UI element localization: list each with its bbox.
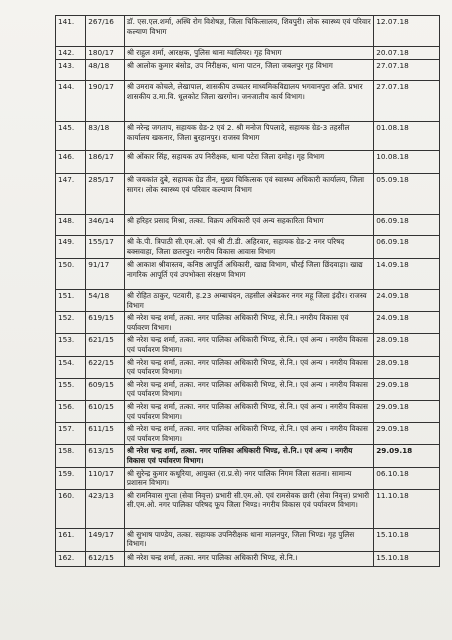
case-description-cell: श्री नरेश चन्द्र शर्मा, तत्का. नगर पालिका अधिकारी भिण्ड, से.नि.। नगरीय विकास एवं पर्यावरण विभाग।: [124, 312, 373, 334]
decision-date-cell: 06.09.18: [374, 215, 440, 236]
case-description-cell: श्री नरेश चन्द्र शर्मा, तत्का. नगर पालिका अधिकारी भिण्ड, से.नि.। एवं अन्य । नगरीय विकास एवं पर्यावरण विभाग।: [124, 356, 373, 378]
table-row: [56, 312, 440, 334]
serial-number-cell: 142.: [56, 47, 86, 60]
table-row: [56, 259, 440, 290]
table-row: [56, 356, 440, 378]
serial-number-cell: 144.: [56, 81, 86, 122]
case-reference-cell: 613/15: [86, 445, 125, 467]
case-reference-cell: 285/17: [86, 174, 125, 215]
case-reference-cell: 186/17: [86, 151, 125, 174]
case-reference-cell: 423/13: [86, 489, 125, 528]
case-reference-cell: 619/15: [86, 312, 125, 334]
case-description-cell: श्री नरेश चन्द्र शर्मा, तत्का. नगर पालिका अधिकारी भिण्ड, से.नि.।: [124, 551, 373, 566]
decision-date-cell: 11.10.18: [374, 489, 440, 528]
table-row: [56, 122, 440, 151]
serial-number-cell: 151.: [56, 290, 86, 312]
table-row: [56, 445, 440, 467]
case-description-cell: श्री राहुल शर्मा, आरक्षक, पुलिस थाना ग्वालियर। गृह विभाग: [124, 47, 373, 60]
case-reference-cell: 54/18: [86, 290, 125, 312]
decision-date-cell: 01.08.18: [374, 122, 440, 151]
case-description-cell: डॉ. एस.एल.शर्मा, अस्थि रोग विशेषज्ञ, जिला चिकित्सालय, शिवपुरी। लोक स्वास्थ्य एवं परिवार कल्याण विभाग: [124, 16, 373, 47]
serial-number-cell: 141.: [56, 16, 86, 47]
case-description-cell: श्री नरेश चन्द्र शर्मा, तत्का. नगर पालिका अधिकारी भिण्ड, से.नि.। एवं अन्य । नगरीय विकास एवं पर्यावरण विभाग।: [124, 445, 373, 467]
serial-number-cell: 157.: [56, 423, 86, 445]
table-row: [56, 47, 440, 60]
table-row: [56, 151, 440, 174]
case-reference-cell: 83/18: [86, 122, 125, 151]
table-row: [56, 551, 440, 566]
serial-number-cell: 145.: [56, 122, 86, 151]
case-register-table: [55, 15, 440, 567]
decision-date-cell: 29.09.18: [374, 423, 440, 445]
decision-date-cell: 12.07.18: [374, 16, 440, 47]
case-description-cell: श्री नरेश चन्द्र शर्मा, तत्का. नगर पालिका अधिकारी भिण्ड, से.नि.। एवं अन्य । नगरीय विकास एवं पर्यावरण विभाग।: [124, 378, 373, 400]
serial-number-cell: 154.: [56, 356, 86, 378]
table-row: [56, 290, 440, 312]
case-reference-cell: 611/15: [86, 423, 125, 445]
case-reference-cell: 91/17: [86, 259, 125, 290]
decision-date-cell: 05.09.18: [374, 174, 440, 215]
serial-number-cell: 158.: [56, 445, 86, 467]
serial-number-cell: 148.: [56, 215, 86, 236]
decision-date-cell: 29.09.18: [374, 400, 440, 422]
decision-date-cell: 28.09.18: [374, 356, 440, 378]
serial-number-cell: 153.: [56, 334, 86, 356]
decision-date-cell: 10.08.18: [374, 151, 440, 174]
table-row: [56, 60, 440, 81]
table-row: [56, 81, 440, 122]
decision-date-cell: 15.10.18: [374, 528, 440, 551]
case-reference-cell: 621/15: [86, 334, 125, 356]
decision-date-cell: 20.07.18: [374, 47, 440, 60]
serial-number-cell: 149.: [56, 236, 86, 259]
table-row: [56, 16, 440, 47]
decision-date-cell: 29.09.18: [374, 378, 440, 400]
decision-date-cell: 24.09.18: [374, 312, 440, 334]
case-reference-cell: 612/15: [86, 551, 125, 566]
case-reference-cell: 346/14: [86, 215, 125, 236]
serial-number-cell: 147.: [56, 174, 86, 215]
case-reference-cell: 267/16: [86, 16, 125, 47]
serial-number-cell: 150.: [56, 259, 86, 290]
table-row: [56, 174, 440, 215]
case-description-cell: श्री रोहित ठाकुर, पटवारी, ह.23 अम्बाचंदन, तहसील अंबेडकर नगर महू जिला इंदौर। राजस्व विभाग: [124, 290, 373, 312]
table-row: [56, 528, 440, 551]
serial-number-cell: 162.: [56, 551, 86, 566]
case-description-cell: श्री के.पी. त्रिपाठी सी.एम.ओ. एवं श्री टी.डी. अहिरवार, सहायक ग्रेड-2 नगर परिषद बक्सवाहा, जिला छतरपुर। नगरीय विकास आवास विभाग: [124, 236, 373, 259]
decision-date-cell: 24.09.18: [374, 290, 440, 312]
case-description-cell: श्री सुभाष पाण्डेय, तत्का. सहायक उपनिरीक्षक थाना मालनपुर, जिला भिण्ड। गृह पुलिस विभाग।: [124, 528, 373, 551]
decision-date-cell: 06.09.18: [374, 236, 440, 259]
case-description-cell: श्री आलोक कुमार बंसोड, उप निरीक्षक, थाना पाटन, जिला जबलपुर गृह विभाग: [124, 60, 373, 81]
decision-date-cell: 06.10.18: [374, 467, 440, 489]
case-description-cell: श्री नरेश चन्द्र शर्मा, तत्का. नगर पालिका अधिकारी भिण्ड, से.नि.। एवं अन्य । नगरीय विकास एवं पर्यावरण विभाग।: [124, 400, 373, 422]
case-description-cell: श्री आकाश श्रीवास्तव, कनिष्ठ आपूर्ति अधिकारी, खाद्य विभाग, चौरई जिला छिंदवाड़ा। खाद्य नागरिक आपूर्ति एवं उपभोक्ता संरक्षण विभाग: [124, 259, 373, 290]
case-description-cell: श्री नरेश चन्द्र शर्मा, तत्का. नगर पालिका अधिकारी भिण्ड, से.नि.। एवं अन्य । नगरीय विकास एवं पर्यावरण विभाग।: [124, 334, 373, 356]
serial-number-cell: 143.: [56, 60, 86, 81]
case-description-cell: श्री रामनिवास गुप्ता (सेवा निवृत्त) प्रभारी सी.एम.ओ. एवं रामसेवक छारी (सेवा निवृत्त) प्रभारी सी.एम.ओ. नगर पालिका परिषद फूप जिला भिण्ड। नगरीय विकास एवं पर्यावरण विभाग।: [124, 489, 373, 528]
case-description-cell: श्री नरेश चन्द्र शर्मा, तत्का. नगर पालिका अधिकारी भिण्ड, से.नि.। एवं अन्य । नगरीय विकास एवं पर्यावरण विभाग।: [124, 423, 373, 445]
case-reference-cell: 610/15: [86, 400, 125, 422]
case-description-cell: श्री नरेन्द्र जगताप, सहायक ग्रेड-2 एवं 2. श्री मनोज पिपलादे, सहायक ग्रेड-3 तहसील कार्यालय खकनार, जिला बुरहानपुर। राजस्व विभाग: [124, 122, 373, 151]
case-reference-cell: 48/18: [86, 60, 125, 81]
case-description-cell: श्री उमराव कोचले, लेखापाल, शासकीय उच्चतर माध्यमिकविद्यालय भगवानपुरा अति. प्रभार शासकीय उ.मा.वि. धूलकोट जिला खरगोन। जनजातीय कार्य विभाग।: [124, 81, 373, 122]
decision-date-cell: 27.07.18: [374, 60, 440, 81]
decision-date-cell: 27.07.18: [374, 81, 440, 122]
case-reference-cell: 180/17: [86, 47, 125, 60]
table-row: [56, 400, 440, 422]
case-reference-cell: 622/15: [86, 356, 125, 378]
table-row: [56, 215, 440, 236]
case-description-cell: श्री हरिहर प्रसाद मिश्रा, तत्का. विक्रय अधिकारी एवं अन्य सहकारिता विभाग: [124, 215, 373, 236]
decision-date-cell: 29.09.18: [374, 445, 440, 467]
case-reference-cell: 110/17: [86, 467, 125, 489]
table-row: [56, 489, 440, 528]
serial-number-cell: 152.: [56, 312, 86, 334]
serial-number-cell: 156.: [56, 400, 86, 422]
table-row: [56, 423, 440, 445]
serial-number-cell: 155.: [56, 378, 86, 400]
case-description-cell: श्री ओंकार सिंह, सहायक उप निरीक्षक, थाना पटेरा जिला दमोह। गृह विभाग: [124, 151, 373, 174]
case-description-cell: श्री सुरेन्द्र कुमार कथूरिया, आयुक्त (रा.प्र.से) नगर पालिक निगम जिला सतना। सामान्य प्रशासन विभाग।: [124, 467, 373, 489]
table-row: [56, 334, 440, 356]
serial-number-cell: 161.: [56, 528, 86, 551]
decision-date-cell: 28.09.18: [374, 334, 440, 356]
case-reference-cell: 609/15: [86, 378, 125, 400]
decision-date-cell: 15.10.18: [374, 551, 440, 566]
serial-number-cell: 159.: [56, 467, 86, 489]
case-description-cell: श्री जयकांत दुबे, सहायक ग्रेड तीन, मुख्य चिकित्सक एवं स्वास्थ्य अधिकारी कार्यालय, जिला सागर। लोक स्वास्थ्य एवं परिवार कल्याण विभाग: [124, 174, 373, 215]
case-reference-cell: 155/17: [86, 236, 125, 259]
serial-number-cell: 160.: [56, 489, 86, 528]
serial-number-cell: 146.: [56, 151, 86, 174]
table-row: [56, 467, 440, 489]
case-reference-cell: 190/17: [86, 81, 125, 122]
case-reference-cell: 149/17: [86, 528, 125, 551]
table-row: [56, 378, 440, 400]
table-row: [56, 236, 440, 259]
decision-date-cell: 14.09.18: [374, 259, 440, 290]
